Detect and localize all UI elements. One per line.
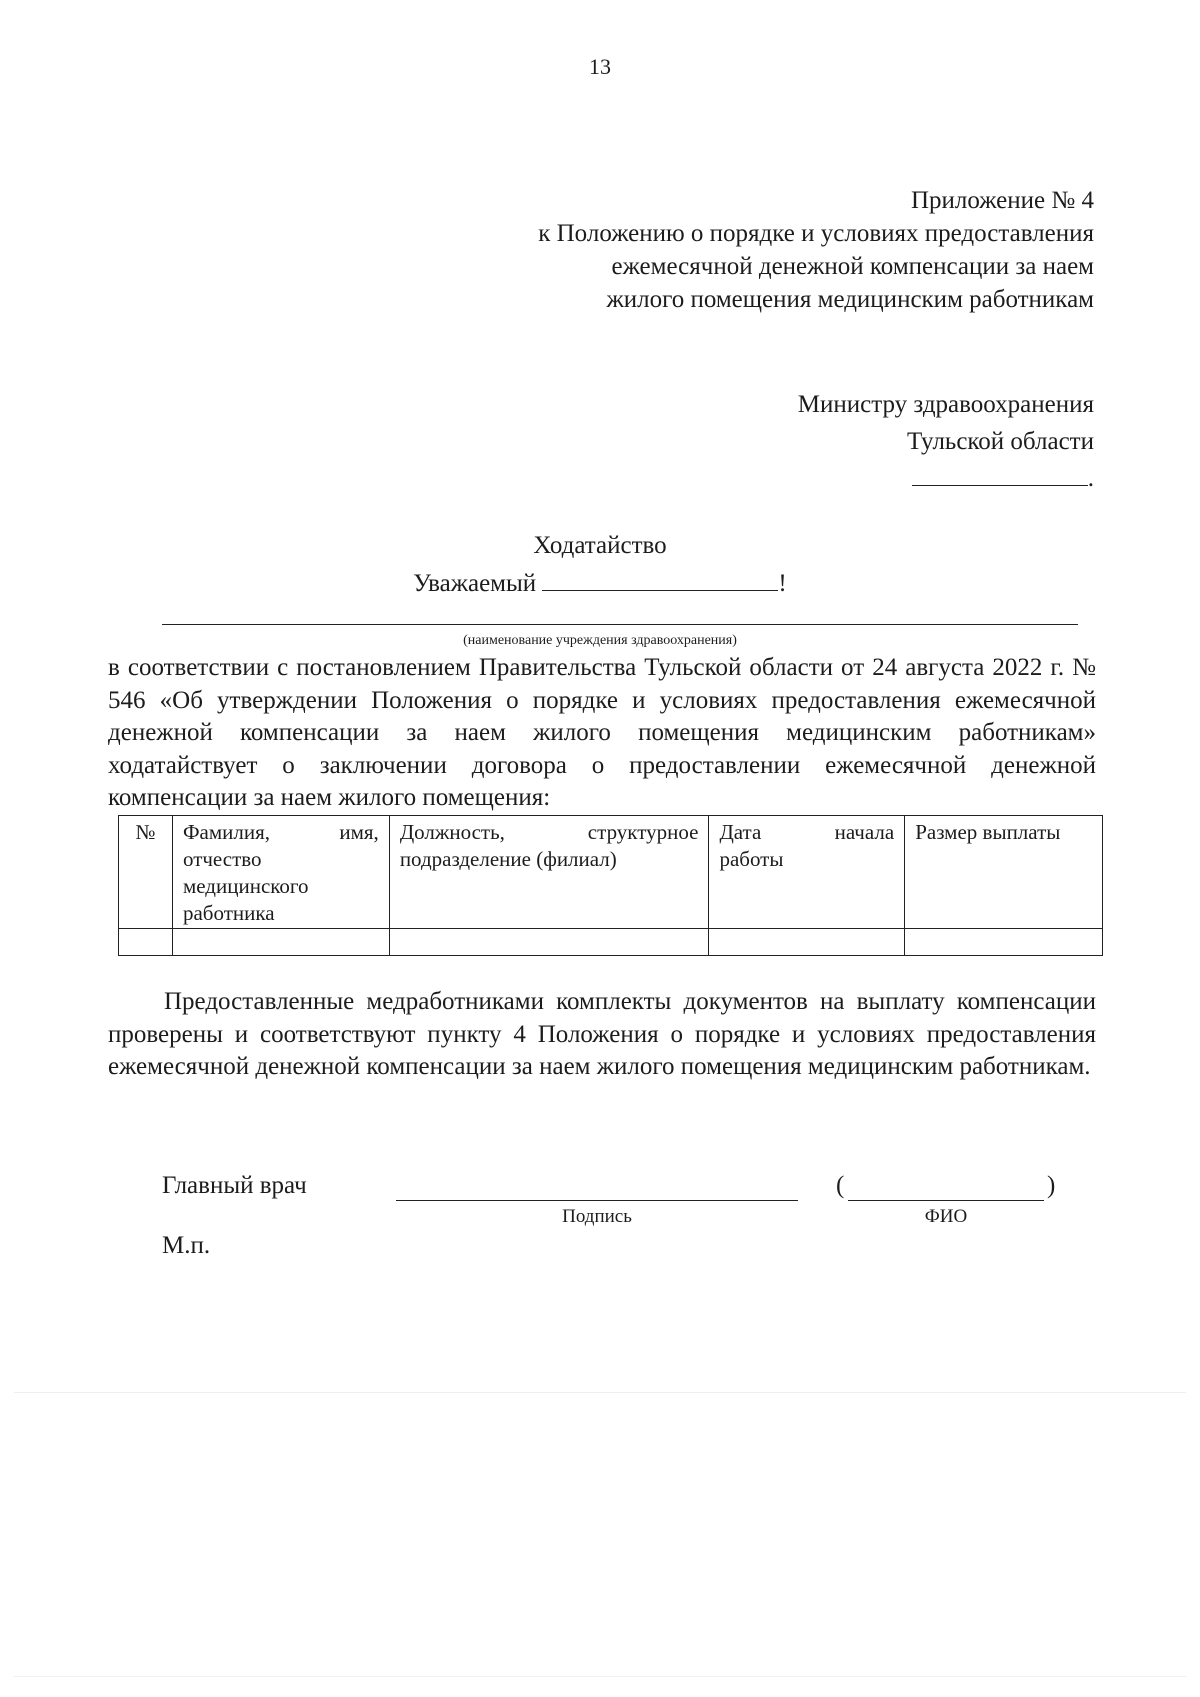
table-header-number: № [119, 816, 173, 929]
appendix-line: к Положению о порядке и условиях предоставления [538, 220, 1094, 247]
addressee-end-punct: . [1087, 465, 1094, 492]
table-cell [119, 929, 173, 956]
name-open-paren: ( [836, 1172, 845, 1199]
appendix-line: ежемесячной денежной компенсации за наем [611, 253, 1094, 280]
institution-caption: (наименование учреждения здравоохранения) [463, 633, 737, 648]
institution-name-line [162, 624, 1078, 625]
addressee-block [798, 386, 1094, 497]
signature-caption: Подпись [562, 1206, 632, 1227]
name-caption: ФИО [924, 1206, 968, 1227]
scan-edge-line [14, 1676, 1186, 1677]
signature-line [396, 1200, 798, 1201]
table-row [119, 929, 1103, 956]
seal-label: М.п. [162, 1232, 211, 1259]
salutation-prefix: Уважаемый [413, 570, 537, 597]
table-header-fullname: Фамилия, имя, отчество медицинского работника [172, 816, 389, 929]
name-line [848, 1200, 1044, 1201]
salutation-suffix: ! [778, 570, 787, 597]
table-header-position: Должность, структурное подразделение (филиал) [389, 816, 709, 929]
table-header-payment: Размер выплаты [905, 816, 1103, 929]
salutation-name-blank [542, 566, 778, 591]
salutation [0, 566, 1200, 598]
body-paragraph: в соответствии с постановлением Правительства Тульской области от 24 августа 2022 г. № 546 «Об утверждении Положения о порядке и условиях предоставления ежемесячной денежной компенсации за наем жилого помещения медицинским работникам» ходатайствует о заключении договора о предоставлении ежемесячной денежной компенсации за наем жилого помещения: [108, 654, 1096, 811]
addressee-line: Министру здравоохранения [797, 391, 1094, 418]
appendix-title: Приложение № 4 [910, 187, 1094, 214]
table-cell [172, 929, 389, 956]
table-cell [389, 929, 709, 956]
employees-table [118, 815, 1103, 956]
table-cell [709, 929, 905, 956]
scan-edge-line [14, 1392, 1186, 1393]
name-close-paren: ) [1047, 1172, 1056, 1199]
addressee-name-blank [912, 461, 1088, 486]
table-cell [905, 929, 1103, 956]
addressee-line: Тульской области [907, 428, 1094, 455]
appendix-block [538, 184, 1094, 316]
document-heading: Ходатайство [533, 532, 667, 559]
appendix-line: жилого помещения медицинским работникам [606, 286, 1094, 313]
addressee-name-line [798, 460, 1094, 497]
verification-paragraph: Предоставленные медработниками комплекты документов на выплату компенсации проверены и соответствуют пункту 4 Положения о порядке и условиях предоставления ежемесячной денежной компенсации за наем жилого помещения медицинским работникам. [108, 988, 1096, 1080]
signature-role: Главный врач [162, 1172, 307, 1199]
page-number: 13 [589, 54, 611, 79]
table-header-start-date: Дата начала работы [709, 816, 905, 929]
table-header-row [119, 816, 1103, 929]
